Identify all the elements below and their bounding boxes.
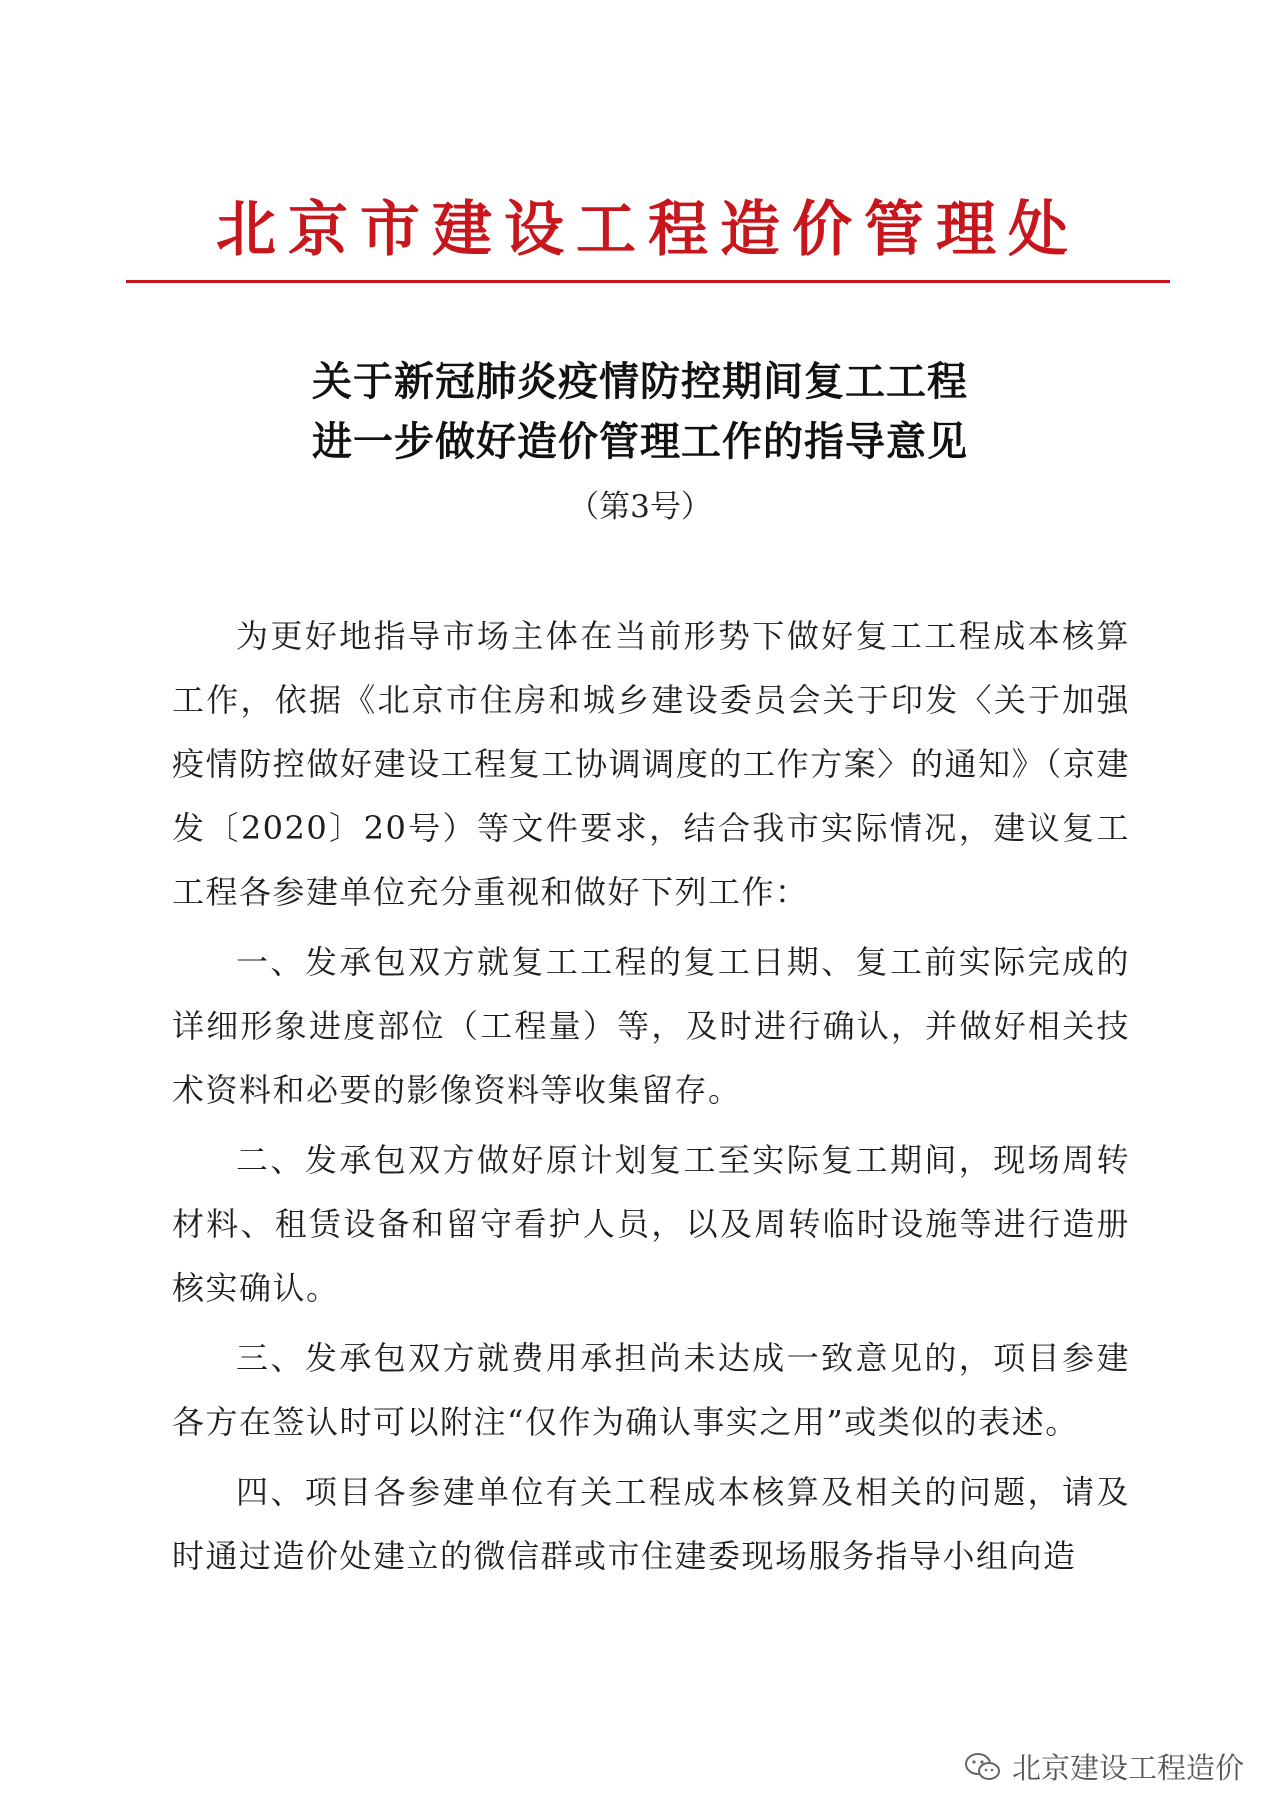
document-body bbox=[172, 604, 1130, 1594]
paragraph-item-4: 四、项目各参建单位有关工程成本核算及相关的问题，请及时通过造价处建立的微信群或市住建委现场服务指导小组向造 bbox=[172, 1473, 1130, 1575]
paragraph-item-2: 二、发承包双方做好原计划复工至实际复工期间，现场周转材料、租赁设备和留守看护人员，以及周转临时设施等进行造册核实确认。 bbox=[172, 1141, 1130, 1307]
watermark-text: 北京建设工程造价 bbox=[1011, 1751, 1244, 1785]
watermark bbox=[964, 1746, 1244, 1787]
wechat-icon bbox=[964, 1752, 1002, 1782]
document-title-line-1: 关于新冠肺炎疫情防控期间复工工程 bbox=[312, 358, 968, 405]
document-title bbox=[150, 352, 1130, 472]
paragraph-item-3: 三、发承包双方就费用承担尚未达成一致意见的，项目参建各方在签认时可以附注“仅作为确认事实之用”或类似的表述。 bbox=[172, 1339, 1130, 1441]
document-number: （第3号） bbox=[568, 489, 712, 525]
red-divider bbox=[126, 280, 1170, 283]
paragraph-intro: 为更好地指导市场主体在当前形势下做好复工工程成本核算工作，依据《北京市住房和城乡建设委员会关于印发〈关于加强疫情防控做好建设工程复工协调调度的工作方案〉的通知》（京建发〔2020〕20号）等文件要求，结合我市实际情况，建议复工工程各参建单位充分重视和做好下列工作： bbox=[172, 617, 1130, 911]
letterhead-title: 北京市建设工程造价管理处 bbox=[216, 195, 1080, 265]
document-title-line-2: 进一步做好造价管理工作的指导意见 bbox=[312, 418, 968, 465]
paragraph-item-1: 一、发承包双方就复工工程的复工日期、复工前实际完成的详细形象进度部位（工程量）等，及时进行确认，并做好相关技术资料和必要的影像资料等收集留存。 bbox=[172, 943, 1130, 1109]
